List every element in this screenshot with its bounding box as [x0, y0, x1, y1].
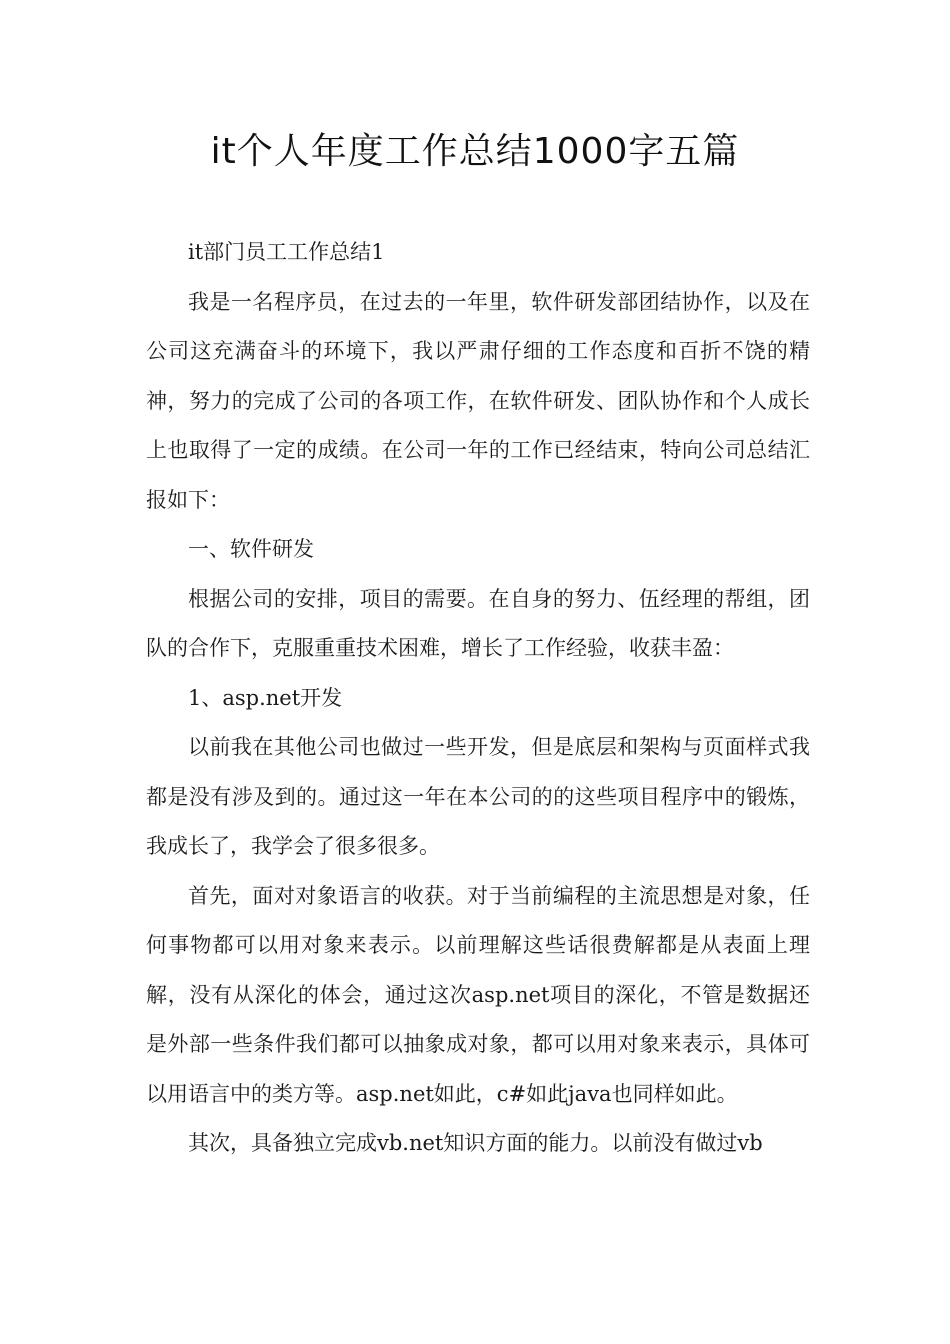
paragraph: 根据公司的安排，项目的需要。在自身的努力、伍经理的帮组，团队的合作下，克服重重技术困难，增长了工作经验，收获丰盈：: [146, 586, 810, 660]
paragraph: 其次，具备独立完成vb.net知识方面的能力。以前没有做过vb: [188, 1131, 763, 1155]
document-title: it个人年度工作总结1000字五篇: [210, 131, 740, 172]
document-body: [146, 228, 810, 1169]
paragraph: 以前我在其他公司也做过一些开发，但是底层和架构与页面样式我都是没有涉及到的。通过这一年在本公司的的这些项目程序中的锻炼，我成长了，我学会了很多很多。: [146, 735, 810, 858]
section-heading: 一、软件研发: [188, 537, 314, 561]
paragraph: 首先，面对对象语言的收获。对于当前编程的主流思想是对象，任何事物都可以用对象来表示。以前理解这些话很费解都是从表面上理解，没有从深化的体会，通过这次asp.net项目的深化，不管是数据还是外部一些条件我们都可以抽象成对象，都可以用对象来表示，具体可以用语言中的类方等。asp.net如此，c#如此java也同样如此。: [146, 883, 810, 1106]
paragraph: 我是一名程序员，在过去的一年里，软件研发部团结协作，以及在公司这充满奋斗的环境下，我以严肃仔细的工作态度和百折不饶的精神，努力的完成了公司的各项工作，在软件研发、团队协作和个人成长上也取得了一定的成绩。在公司一年的工作已经结束，特向公司总结汇报如下：: [146, 289, 810, 512]
section-heading: it部门员工工作总结1: [188, 240, 385, 264]
subsection-heading: 1、asp.net开发: [188, 685, 343, 710]
